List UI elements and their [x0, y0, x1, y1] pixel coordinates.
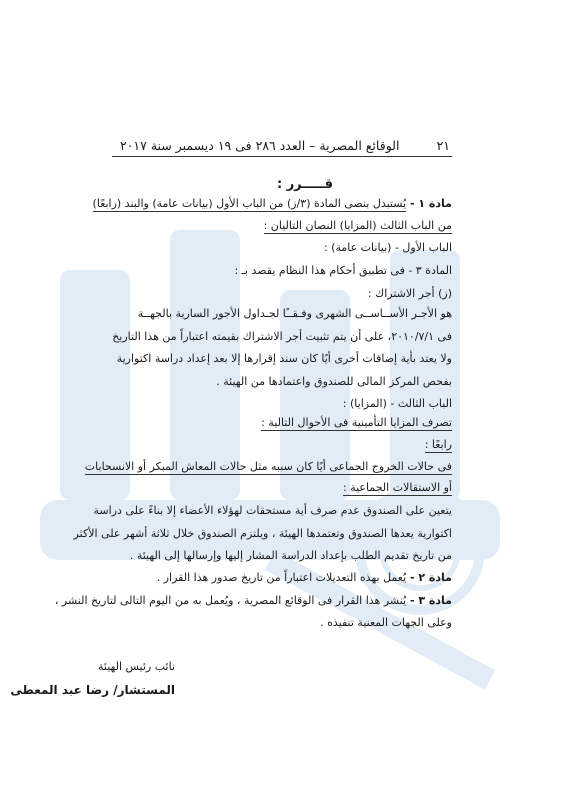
text-line: فى ٢٠١٠/٧/١، على أن يتم تثبيت أجر الاشتراك بقيمته اعتباراً من هذا التاريخ [112, 330, 452, 343]
text-line: أو الاستقالات الجماعية : [343, 481, 452, 494]
article-2-text: يُعمل بهذه التعديلات اعتباراً من تاريخ صدور هذا القرار . [156, 571, 407, 584]
text-line: تصرف المزايا التأمينية فى الأحوال التالية : [261, 416, 452, 429]
text-line: وعلى الجهات المعنية تنفيذه . [320, 616, 452, 629]
text-line: رابعًا : [424, 438, 452, 451]
text-line: من تاريخ تقديم الطلب بإعداد الدراسة المشار إليها وإرسالها إلى الهيئة . [129, 549, 452, 562]
header-divider [112, 156, 452, 157]
text-line: الباب الأول - (بيانات عامة) : [323, 241, 452, 254]
article-3 [55, 594, 452, 608]
article-2 [157, 571, 452, 585]
signature-role: نائب رئيس الهيئة [98, 660, 175, 673]
article-3-label: مادة ٣ - [406, 594, 452, 607]
text-line: (ز) أجر الاشتراك : [367, 287, 452, 300]
article-3-text: يُنشر هذا القرار فى الوقائع المصرية ، ويُعمل به من اليوم التالى لتاريخ النشر ، [54, 594, 407, 607]
text-line: المادة ٣ - فى تطبيق أحكام هذا النظام يقصد بـ : [234, 264, 452, 277]
publication-info: الوقائع المصرية – العدد ٢٨٦ فى ١٩ ديسمبر سنة ٢٠١٧ [120, 137, 400, 153]
article-1-label: مادة ١ - [406, 197, 452, 210]
text-line: الباب الثالث - (المزايا) : [342, 397, 452, 410]
page-header [120, 136, 450, 154]
text-line: هو الأجـر الأســاســى الشهرى وفـقــًا لجـداول الأجور السارية بالجهــة [137, 307, 452, 320]
article-2-label: مادة ٢ - [406, 571, 452, 584]
decision-title: قـــــرر : [276, 177, 333, 192]
text-line: يتعين على الصندوق عدم صرف أية مستحقات لهؤلاء الأعضاء إلا بناءً على دراسة [93, 504, 452, 517]
text-line: بفحص المركز المالى للصندوق واعتمادها من الهيئة . [216, 375, 452, 388]
text-line: اكتوارية يعدها الصندوق وتعتمدها الهيئة ، ويلتزم الصندوق خلال ثلاثة أشهر على الأكثر [73, 527, 452, 540]
page-number: ٢١ [436, 137, 450, 153]
signature-name: المستشار/ رضا عبد المعطى [10, 683, 175, 697]
text-line: ولا يعتد بأية إضافات أخرى أيًا كان سند إقرارها إلا بعد إعداد دراسة اكتوارية [116, 352, 452, 365]
text-line: فى حالات الخروج الجماعى أيًا كان سببه مثل حالات المعاش المبكر أو الانسحابات [84, 460, 452, 473]
article-1-line-1 [93, 197, 452, 211]
article-1-text: يُستبدل بنصى المادة (٣/ز) من الباب الأول (بيانات عامة) والبند (رابعًا) [92, 197, 407, 210]
text-line: من الباب الثالث (المزايا) النصان التاليان : [263, 219, 452, 232]
